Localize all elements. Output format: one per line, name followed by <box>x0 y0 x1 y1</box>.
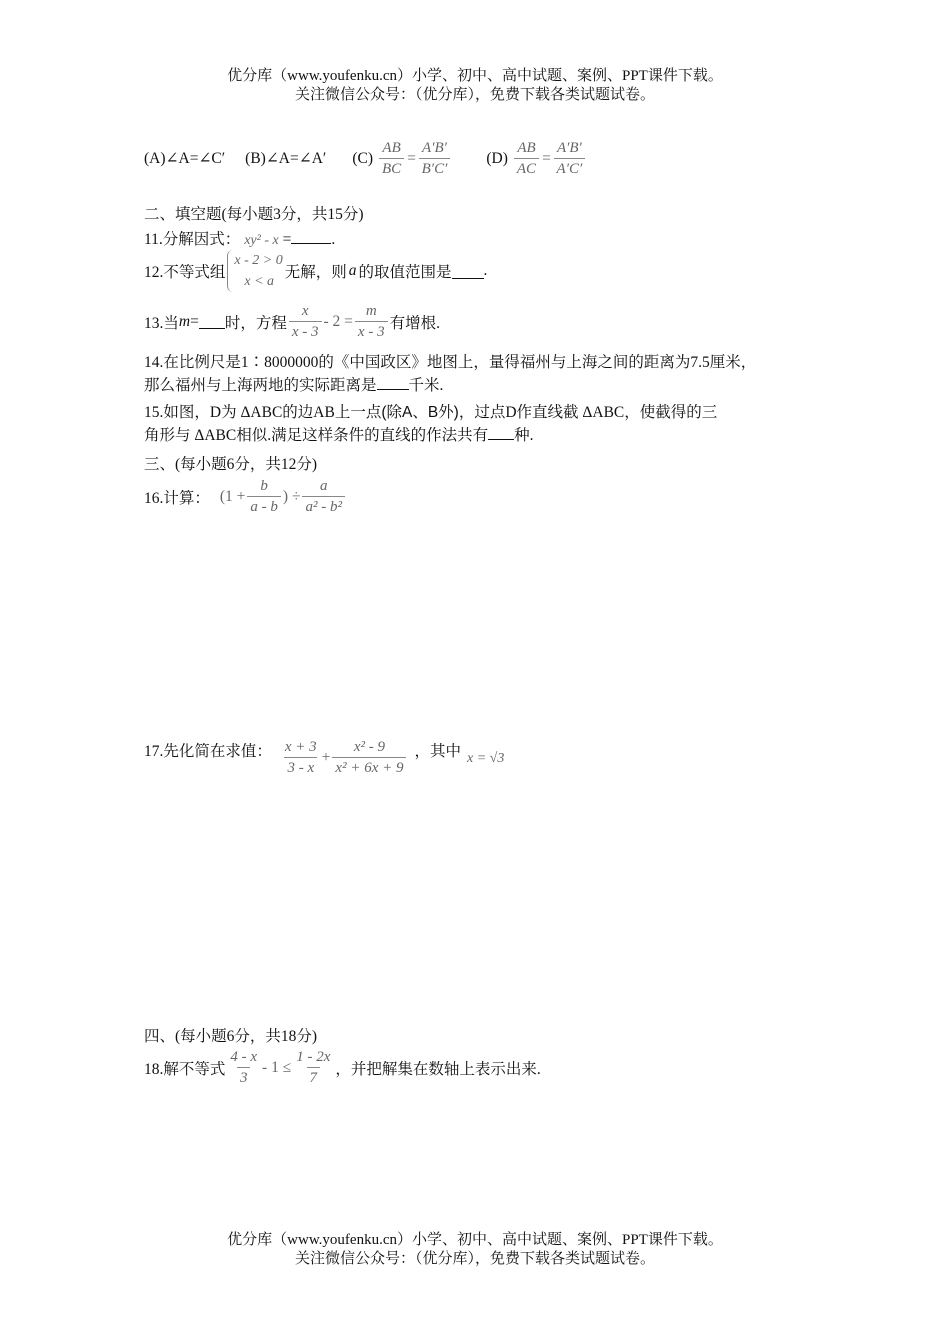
question-13: 13.当 m = 时，方程 $\frac{x}{x - 3}$ - 2 = $\frac{m}{x - 3}$ 有增根. <box>144 303 440 340</box>
option-c: (C) $\frac{AB}{BC}$ = $\frac{A'B'}{B'C'}$ <box>352 138 452 179</box>
frac-4-x-over-3: $\frac{4 - x}{3}$ <box>230 1049 258 1086</box>
section-4-title: 四、(每小题6分，共18分) <box>144 1028 318 1045</box>
question-18: 18.解不等式 $\frac{4 - x}{3}$ - 1 ≤ $\frac{1 - 2x}{7}$ ，并把解集在数轴上表示出来. <box>144 1049 541 1086</box>
frac-apbp-bpcp: $\frac{A'B'}{B'C'}$ <box>419 138 451 179</box>
section-2-title: 二、填空题(每小题3分，共15分) <box>144 206 364 223</box>
frac-x-over-x-3: $\frac{x}{x - 3}$ <box>289 301 322 342</box>
question-17: 17.先化简在求值： $\frac{x + 3}{3 - x}$ + $\frac{\text{x² - 9}}{\text{x² + 6x + 9}}$ ，其中 x = √3 <box>144 739 505 776</box>
frac-ab-ac: $\frac{AB}{AC}$ <box>514 138 539 179</box>
answer-blank-12[interactable] <box>452 264 484 279</box>
footer-line-2: 关注微信公众号：（优分库），免费下载各类试题试卷。 <box>294 1251 655 1267</box>
answer-blank-14[interactable] <box>377 375 409 390</box>
frac-a-over-a2-b2: $\frac{a}{\text{a² - b²}}$ <box>302 476 345 517</box>
page-footer <box>0 1231 950 1269</box>
answer-blank-13[interactable] <box>199 314 225 329</box>
frac-m-over-x-3: $\frac{m}{x - 3}$ <box>355 301 388 342</box>
frac-apbp-apcp: $\frac{A'B'}{A'C'}$ <box>554 138 586 179</box>
frac-x3-over-3x: $\frac{x + 3}{3 - x}$ <box>284 739 317 776</box>
option-b: (B)∠A=∠A′ <box>245 150 327 167</box>
option-d: (D) $\frac{AB}{AC}$ = $\frac{A'B'}{A'C'}$ <box>486 138 587 179</box>
option-a: (A)∠A=∠C′ <box>144 150 226 167</box>
q10-options <box>144 138 587 179</box>
answer-blank-15[interactable] <box>488 425 514 440</box>
section-3-title: 三、(每小题6分，共12分) <box>144 456 318 473</box>
frac-x2-9-over-x2-6x-9: $\frac{\text{x² - 9}}{\text{x² + 6x + 9}}$ <box>332 737 406 778</box>
frac-ab-bc: $\frac{AB}{BC}$ <box>379 138 404 179</box>
answer-blank-11[interactable] <box>291 229 331 244</box>
question-15: 15.如图，D为 ΔABC的边AB上一点(除A、B外)，过点D作直线截 ΔABC，使截得的三 角形与 ΔABC相似.满足这样条件的直线的作法共有 种. <box>144 404 718 444</box>
question-12: 12.不等式组 x - 2 > 0 x < a 无解，则 a 的取值范围是 . <box>144 250 487 292</box>
question-16: 16.计算： (1 + $\frac{b}{a - b}$ ) ÷ $\frac{a}{\text{a² - b²}}$ <box>144 476 347 517</box>
footer-line-1: 优分库（www.youfenku.cn）小学、初中、高中试题、案例、PPT课件下载。 <box>227 1232 723 1248</box>
question-14: 14.在比例尺是1∶8000000的《中国政区》地图上，量得福州与上海之间的距离为7.5厘米， 那么福州与上海两地的实际距离是 千米. <box>144 354 757 394</box>
page-header <box>0 67 950 105</box>
inequality-system: x - 2 > 0 x < a <box>227 250 282 292</box>
question-11: 11.分解因式： xy² - x = . <box>144 231 336 248</box>
frac-1-2x-over-7: $\frac{1 - 2x}{7}$ <box>296 1049 331 1086</box>
header-line-1: 优分库（www.youfenku.cn）小学、初中、高中试题、案例、PPT课件下载。 <box>227 68 723 84</box>
header-line-2: 关注微信公众号：（优分库），免费下载各类试题试卷。 <box>294 87 655 103</box>
frac-b-over-a-b: $\frac{b}{a - b}$ <box>247 476 281 517</box>
